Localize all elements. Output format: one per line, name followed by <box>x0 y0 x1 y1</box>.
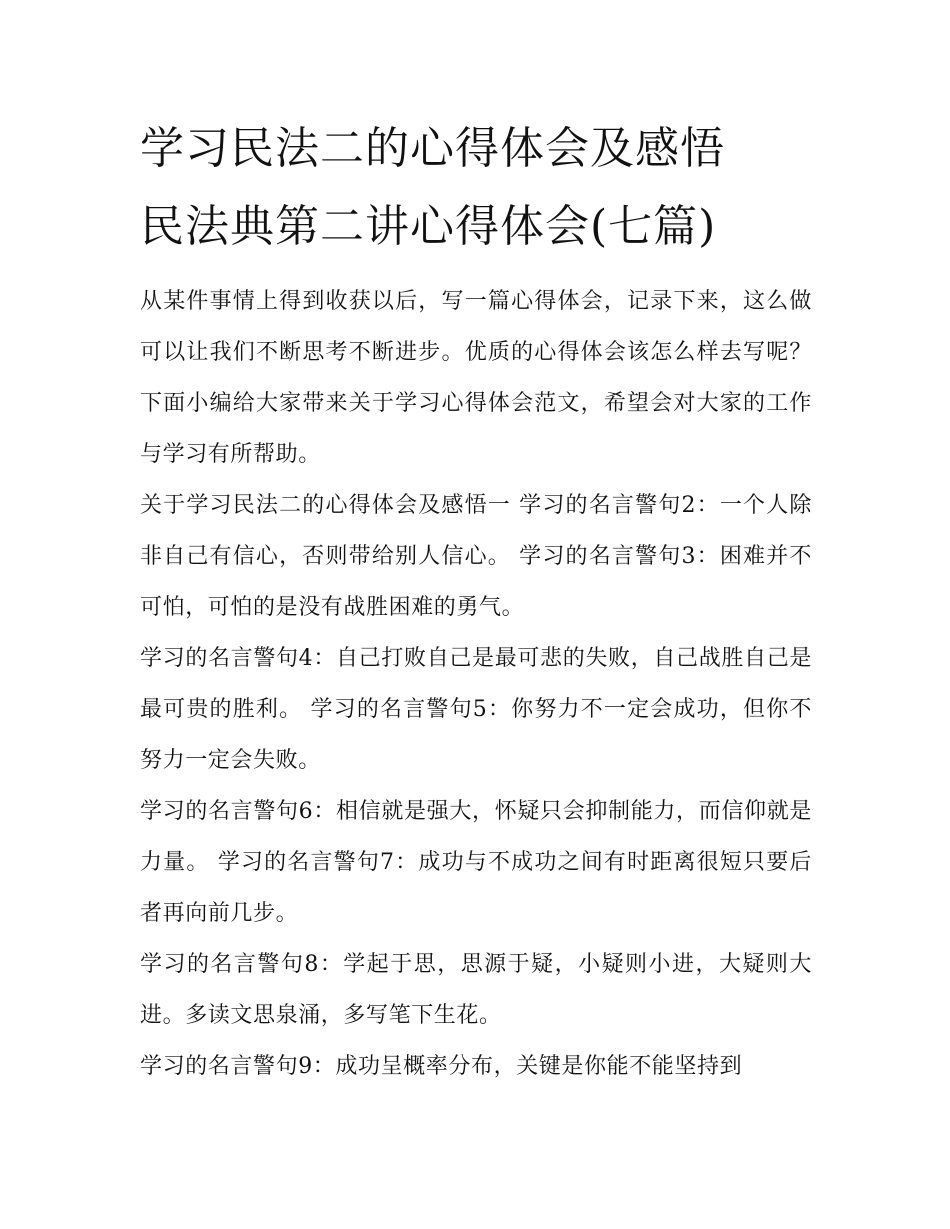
document-body <box>140 276 812 1092</box>
document-title <box>140 110 840 266</box>
paragraph-quote-8: 学习的名言警句8：学起于思，思源于疑，小疑则小进，大疑则大进。多读文思泉涌，多写笔下生花。 <box>140 952 812 1028</box>
title-line-2: 民法典第二讲心得体会(七篇) <box>140 201 717 252</box>
paragraph-quotes-6-7: 学习的名言警句6：相信就是强大，怀疑只会抑制能力，而信仰就是力量。 学习的名言警句7：成功与不成功之间有时距离很短只要后者再向前几步。 <box>140 799 812 926</box>
title-line-1: 学习民法二的心得体会及感悟 <box>140 123 725 174</box>
paragraph-quotes-2-3: 关于学习民法二的心得体会及感悟一 学习的名言警句2：一个人除非自己有信心，否则带给别人信心。 学习的名言警句3：困难并不可怕，可怕的是没有战胜困难的勇气。 <box>140 493 812 620</box>
paragraph-quotes-4-5: 学习的名言警句4：自己打败自己是最可悲的失败，自己战胜自己是最可贵的胜利。 学习的名言警句5：你努力不一定会成功，但你不努力一定会失败。 <box>140 646 812 773</box>
paragraph-intro: 从某件事情上得到收获以后，写一篇心得体会，记录下来，这么做可以让我们不断思考不断进步。优质的心得体会该怎么样去写呢？下面小编给大家带来关于学习心得体会范文，希望会对大家的工作与学习有所帮助。 <box>140 289 812 467</box>
paragraph-quote-9: 学习的名言警句9：成功呈概率分布，关键是你能不能坚持到 <box>140 1054 743 1079</box>
